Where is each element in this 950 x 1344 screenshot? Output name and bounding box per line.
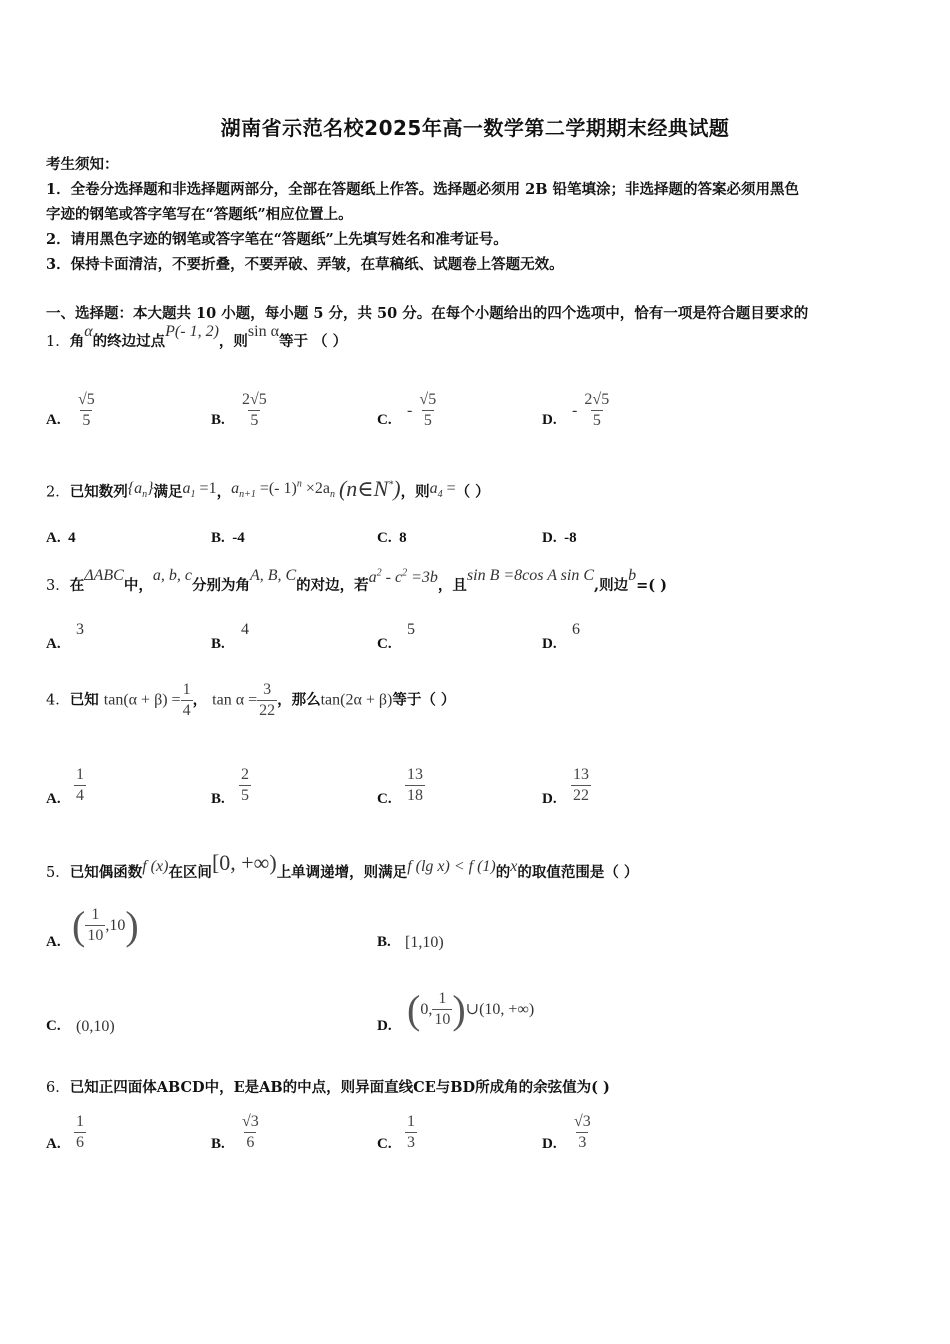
q4-text: 已知 [69, 691, 99, 709]
numerator: √3 [242, 1113, 259, 1130]
q6-option-b[interactable] [240, 1112, 261, 1153]
q3-eq-part: a [368, 569, 377, 586]
q3-text: =( ) [636, 577, 667, 594]
q1-text: 等于 （ ） [278, 333, 348, 350]
superscript: * [388, 479, 394, 491]
q6-text: 已知正四面体ABCD中，E是AB的中点，则异面直线CE与BD所成角的余弦值为( ) [69, 1079, 610, 1096]
q3-number: 3． [46, 578, 70, 594]
option-value: 4 [68, 530, 76, 546]
subscript: 1 [190, 488, 196, 500]
q4-option-c[interactable] [405, 765, 425, 806]
numerator: 1 [407, 1113, 415, 1130]
q1-option-d-label: D. [542, 412, 557, 428]
q3-text: 在 [69, 577, 85, 594]
denominator: 3 [578, 1134, 587, 1151]
fraction [582, 390, 611, 431]
numerator: 1 [76, 766, 84, 783]
option-label: B. [211, 530, 225, 546]
q5-option-d[interactable] [407, 986, 534, 1033]
q5-function: f (x) [142, 858, 169, 875]
q6-option-c[interactable] [405, 1112, 417, 1153]
left-paren-icon: ( [72, 903, 86, 948]
notice-heading: 考生须知： [46, 156, 119, 173]
q5-inequality: f (lg x) < f (1) [407, 858, 496, 875]
q2-option-b[interactable] [211, 530, 245, 547]
fraction [76, 390, 97, 431]
q2-cond-end: ) [393, 476, 401, 501]
notice-line-1a: 1．全卷分选择题和非选择题两部分，全部在答题纸上作答。选择题必须用 2B 铅笔填涂；非选择题的答案必须用黑色 [46, 181, 800, 198]
q2-cond: (n∈N [338, 476, 389, 501]
fraction [240, 390, 269, 431]
q2-option-c[interactable] [377, 530, 407, 547]
q1-alpha: α [84, 323, 93, 340]
option-value: -4 [232, 530, 245, 546]
fraction [405, 1112, 417, 1153]
numerator: 1 [438, 990, 447, 1007]
fraction [239, 765, 251, 806]
q2-text: （ ） [455, 483, 490, 501]
question-2 [46, 476, 490, 506]
q5-option-b-label: B. [377, 934, 391, 950]
fraction [181, 680, 193, 721]
q2-eq: =1 [195, 479, 217, 497]
q1-option-d[interactable] [572, 390, 611, 431]
q2-a1 [182, 479, 217, 500]
subscript: 4 [437, 488, 443, 500]
denominator: 4 [182, 702, 191, 719]
q4-number: 4． [46, 692, 70, 709]
q2-rec: ×2a [301, 479, 330, 497]
numerator: 3 [263, 681, 272, 698]
superscript: 2 [376, 567, 382, 579]
q3-angles: A, B, C [249, 567, 297, 584]
q2-a: a [231, 479, 240, 497]
q5-option-b[interactable]: [1,10) [405, 934, 444, 951]
notice-line-1b: 字迹的钢笔或答字笔写在“答题纸”相应位置上。 [46, 206, 353, 223]
q3-triangle: ΔABC [84, 567, 124, 584]
q2-text: 满足 [153, 483, 183, 501]
q2-eq: = [442, 479, 456, 497]
q1-option-b[interactable] [240, 390, 269, 431]
q5-option-d-label: D. [377, 1018, 392, 1034]
q5-text: 的取值范围是（ ） [517, 864, 639, 881]
q1-text: ，则 [218, 333, 248, 350]
fraction [432, 989, 452, 1030]
q4-option-b[interactable] [239, 765, 251, 806]
q5-interval: [0, +∞) [211, 850, 277, 875]
q3-text: ，且 [437, 577, 467, 594]
denominator: 10 [434, 1011, 451, 1028]
numerator: √5 [78, 391, 95, 408]
q4-text: 等于（ ） [392, 691, 456, 709]
q1-number: 1． [46, 334, 70, 350]
q1-option-a-label: A. [46, 412, 61, 428]
q6-option-c-label: C. [377, 1136, 392, 1152]
q3-eq-part: =3b [407, 569, 438, 586]
q4-option-a[interactable] [74, 765, 86, 806]
minus-sign: - [572, 402, 578, 419]
denominator: 22 [259, 702, 276, 719]
section-heading: 一、选择题：本大题共 10 小题，每小题 5 分，共 50 分。在每个小题给出的四个选项中，恰有一项是符合题目要求的 [46, 305, 809, 322]
numerator: 2 [241, 766, 249, 783]
q4-option-c-label: C. [377, 791, 392, 807]
fraction [257, 680, 277, 721]
q3-option-a-label: A. [46, 636, 61, 652]
q3-b: b [628, 567, 637, 584]
numerator: 2√5 [584, 391, 610, 408]
q1-point: P(- 1, 2) [165, 323, 219, 340]
denominator: 6 [246, 1134, 255, 1151]
subscript: n [142, 488, 148, 500]
q4-option-d-label: D. [542, 791, 557, 807]
q2-a4 [429, 479, 456, 500]
subscript: n [329, 488, 335, 500]
fraction [572, 1112, 593, 1153]
q5-number: 5． [46, 865, 70, 881]
q3-sides: a, b, c [152, 567, 192, 584]
q2-rec: =(- 1) [255, 479, 297, 497]
denominator: 10 [87, 927, 104, 944]
q2-number: 2． [46, 484, 70, 501]
q2-seq-end: } [147, 479, 154, 497]
fraction [240, 1112, 261, 1153]
q2-sequence [127, 479, 154, 500]
q5-option-a-label: A. [46, 934, 61, 950]
q2-seq: {a [127, 479, 143, 497]
q2-condition [339, 476, 401, 501]
q3-text: 中， [123, 577, 153, 594]
q3-option-a[interactable]: 3 [76, 621, 84, 638]
numerator: 13 [573, 766, 589, 783]
q5-d-pre: 0, [420, 1001, 433, 1018]
q5-text: 上单调递增，则满足 [276, 864, 408, 881]
q2-recurrence [231, 476, 401, 501]
q3-option-c[interactable]: 5 [407, 621, 415, 638]
q4-option-d[interactable] [571, 765, 591, 806]
q4-expr-1: tan(α + β) = [103, 691, 181, 709]
numerator: 1 [76, 1113, 84, 1130]
q6-option-d[interactable] [572, 1112, 593, 1153]
right-paren-icon: ) [452, 987, 466, 1032]
q4-expr-3: tan(2α + β) [320, 691, 393, 709]
denominator: 5 [592, 412, 601, 429]
q3-eq-part: - c [381, 569, 403, 586]
denominator: 4 [76, 787, 84, 804]
superscript: 2 [402, 567, 408, 579]
q6-option-b-label: B. [211, 1136, 225, 1152]
q5-text: 在区间 [168, 864, 212, 881]
denominator: 5 [82, 412, 91, 429]
option-value: 8 [399, 530, 407, 546]
denominator: 3 [407, 1134, 415, 1151]
q1-option-a[interactable] [76, 390, 97, 431]
option-label: A. [46, 530, 61, 546]
denominator: 5 [423, 412, 432, 429]
numerator: 13 [407, 766, 423, 783]
q6-number: 6． [46, 1080, 70, 1096]
q6-option-d-label: D. [542, 1136, 557, 1152]
q1-option-c-label: C. [377, 412, 392, 428]
numerator: √3 [574, 1113, 591, 1130]
superscript: n [296, 478, 302, 490]
fraction [405, 765, 425, 806]
q1-option-c[interactable] [407, 390, 438, 431]
q5-d-rest: ∪(10, +∞) [465, 1001, 535, 1018]
denominator: 22 [573, 787, 589, 804]
question-3 [46, 567, 667, 595]
q3-text: 分别为角 [191, 577, 250, 594]
denominator: 18 [407, 787, 423, 804]
q1-option-b-label: B. [211, 412, 225, 428]
q4-text: ， [192, 691, 208, 709]
left-paren-icon: ( [407, 987, 421, 1032]
q2-text: 已知数列 [69, 483, 128, 501]
question-1 [46, 323, 348, 351]
denominator: 6 [76, 1134, 84, 1151]
q3-option-b[interactable]: 4 [241, 621, 249, 638]
question-4 [46, 680, 455, 721]
q3-option-c-label: C. [377, 636, 392, 652]
q5-x: x [510, 858, 518, 875]
page-title: 湖南省示范名校2025年高一数学第二学期期末经典试题 [220, 116, 730, 140]
question-6 [46, 1076, 610, 1097]
q5-option-c[interactable]: (0,10) [76, 1018, 115, 1035]
q1-sin: sin α [247, 323, 279, 340]
q4-option-b-label: B. [211, 791, 225, 807]
q4-expr-2: tan α = [212, 691, 258, 709]
q5-text: 的 [495, 864, 511, 881]
q3-equation-1 [369, 569, 438, 586]
fraction [85, 905, 105, 946]
denominator: 5 [241, 787, 249, 804]
q4-option-a-label: A. [46, 791, 61, 807]
right-paren-icon: ) [125, 903, 139, 948]
option-label: D. [542, 530, 557, 546]
q2-option-a[interactable] [46, 530, 76, 547]
notice-line-2: 2．请用黑色字迹的钢笔或答字笔在“答题纸”上先填写姓名和准考证号。 [46, 231, 508, 248]
q2-text: ，则 [400, 483, 430, 501]
q2-option-d[interactable] [542, 530, 577, 547]
q5-option-c-label: C. [46, 1018, 61, 1034]
fraction [74, 1112, 86, 1153]
q6-option-a-label: A. [46, 1136, 61, 1152]
numerator: √5 [419, 391, 437, 408]
q3-text: ,则边 [594, 577, 629, 594]
q2-a: a [182, 479, 191, 497]
q2-a: a [429, 479, 438, 497]
question-5 [46, 850, 639, 886]
q1-text: 的终边过点 [92, 333, 166, 350]
q3-equation-2: sin B =8cos A sin C [466, 567, 595, 584]
fraction [417, 390, 438, 431]
q4-text: ，那么 [277, 691, 321, 709]
fraction [571, 765, 591, 806]
q3-option-b-label: B. [211, 636, 225, 652]
q3-option-d[interactable]: 6 [572, 621, 580, 638]
subscript: n+1 [239, 488, 256, 500]
numerator: 2√5 [242, 391, 267, 408]
q3-text: 的对边，若 [296, 577, 369, 594]
fraction [74, 765, 86, 806]
option-value: -8 [564, 530, 577, 546]
numerator: 1 [182, 681, 191, 698]
notice-line-3: 3．保持卡面清洁，不要折叠，不要弄破、弄皱，在草稿纸、试题卷上答题无效。 [46, 256, 564, 273]
q5-text: 已知偶函数 [69, 864, 143, 881]
q3-option-d-label: D. [542, 636, 557, 652]
minus-sign: - [407, 402, 413, 419]
q5-option-a[interactable] [72, 902, 139, 949]
q5-a-rest: ,10 [105, 917, 126, 934]
q6-option-a[interactable] [74, 1112, 86, 1153]
denominator: 5 [250, 412, 259, 429]
option-label: C. [377, 530, 392, 546]
numerator: 1 [91, 906, 100, 923]
q1-text: 角 [69, 333, 85, 350]
q2-text: ， [216, 483, 232, 501]
